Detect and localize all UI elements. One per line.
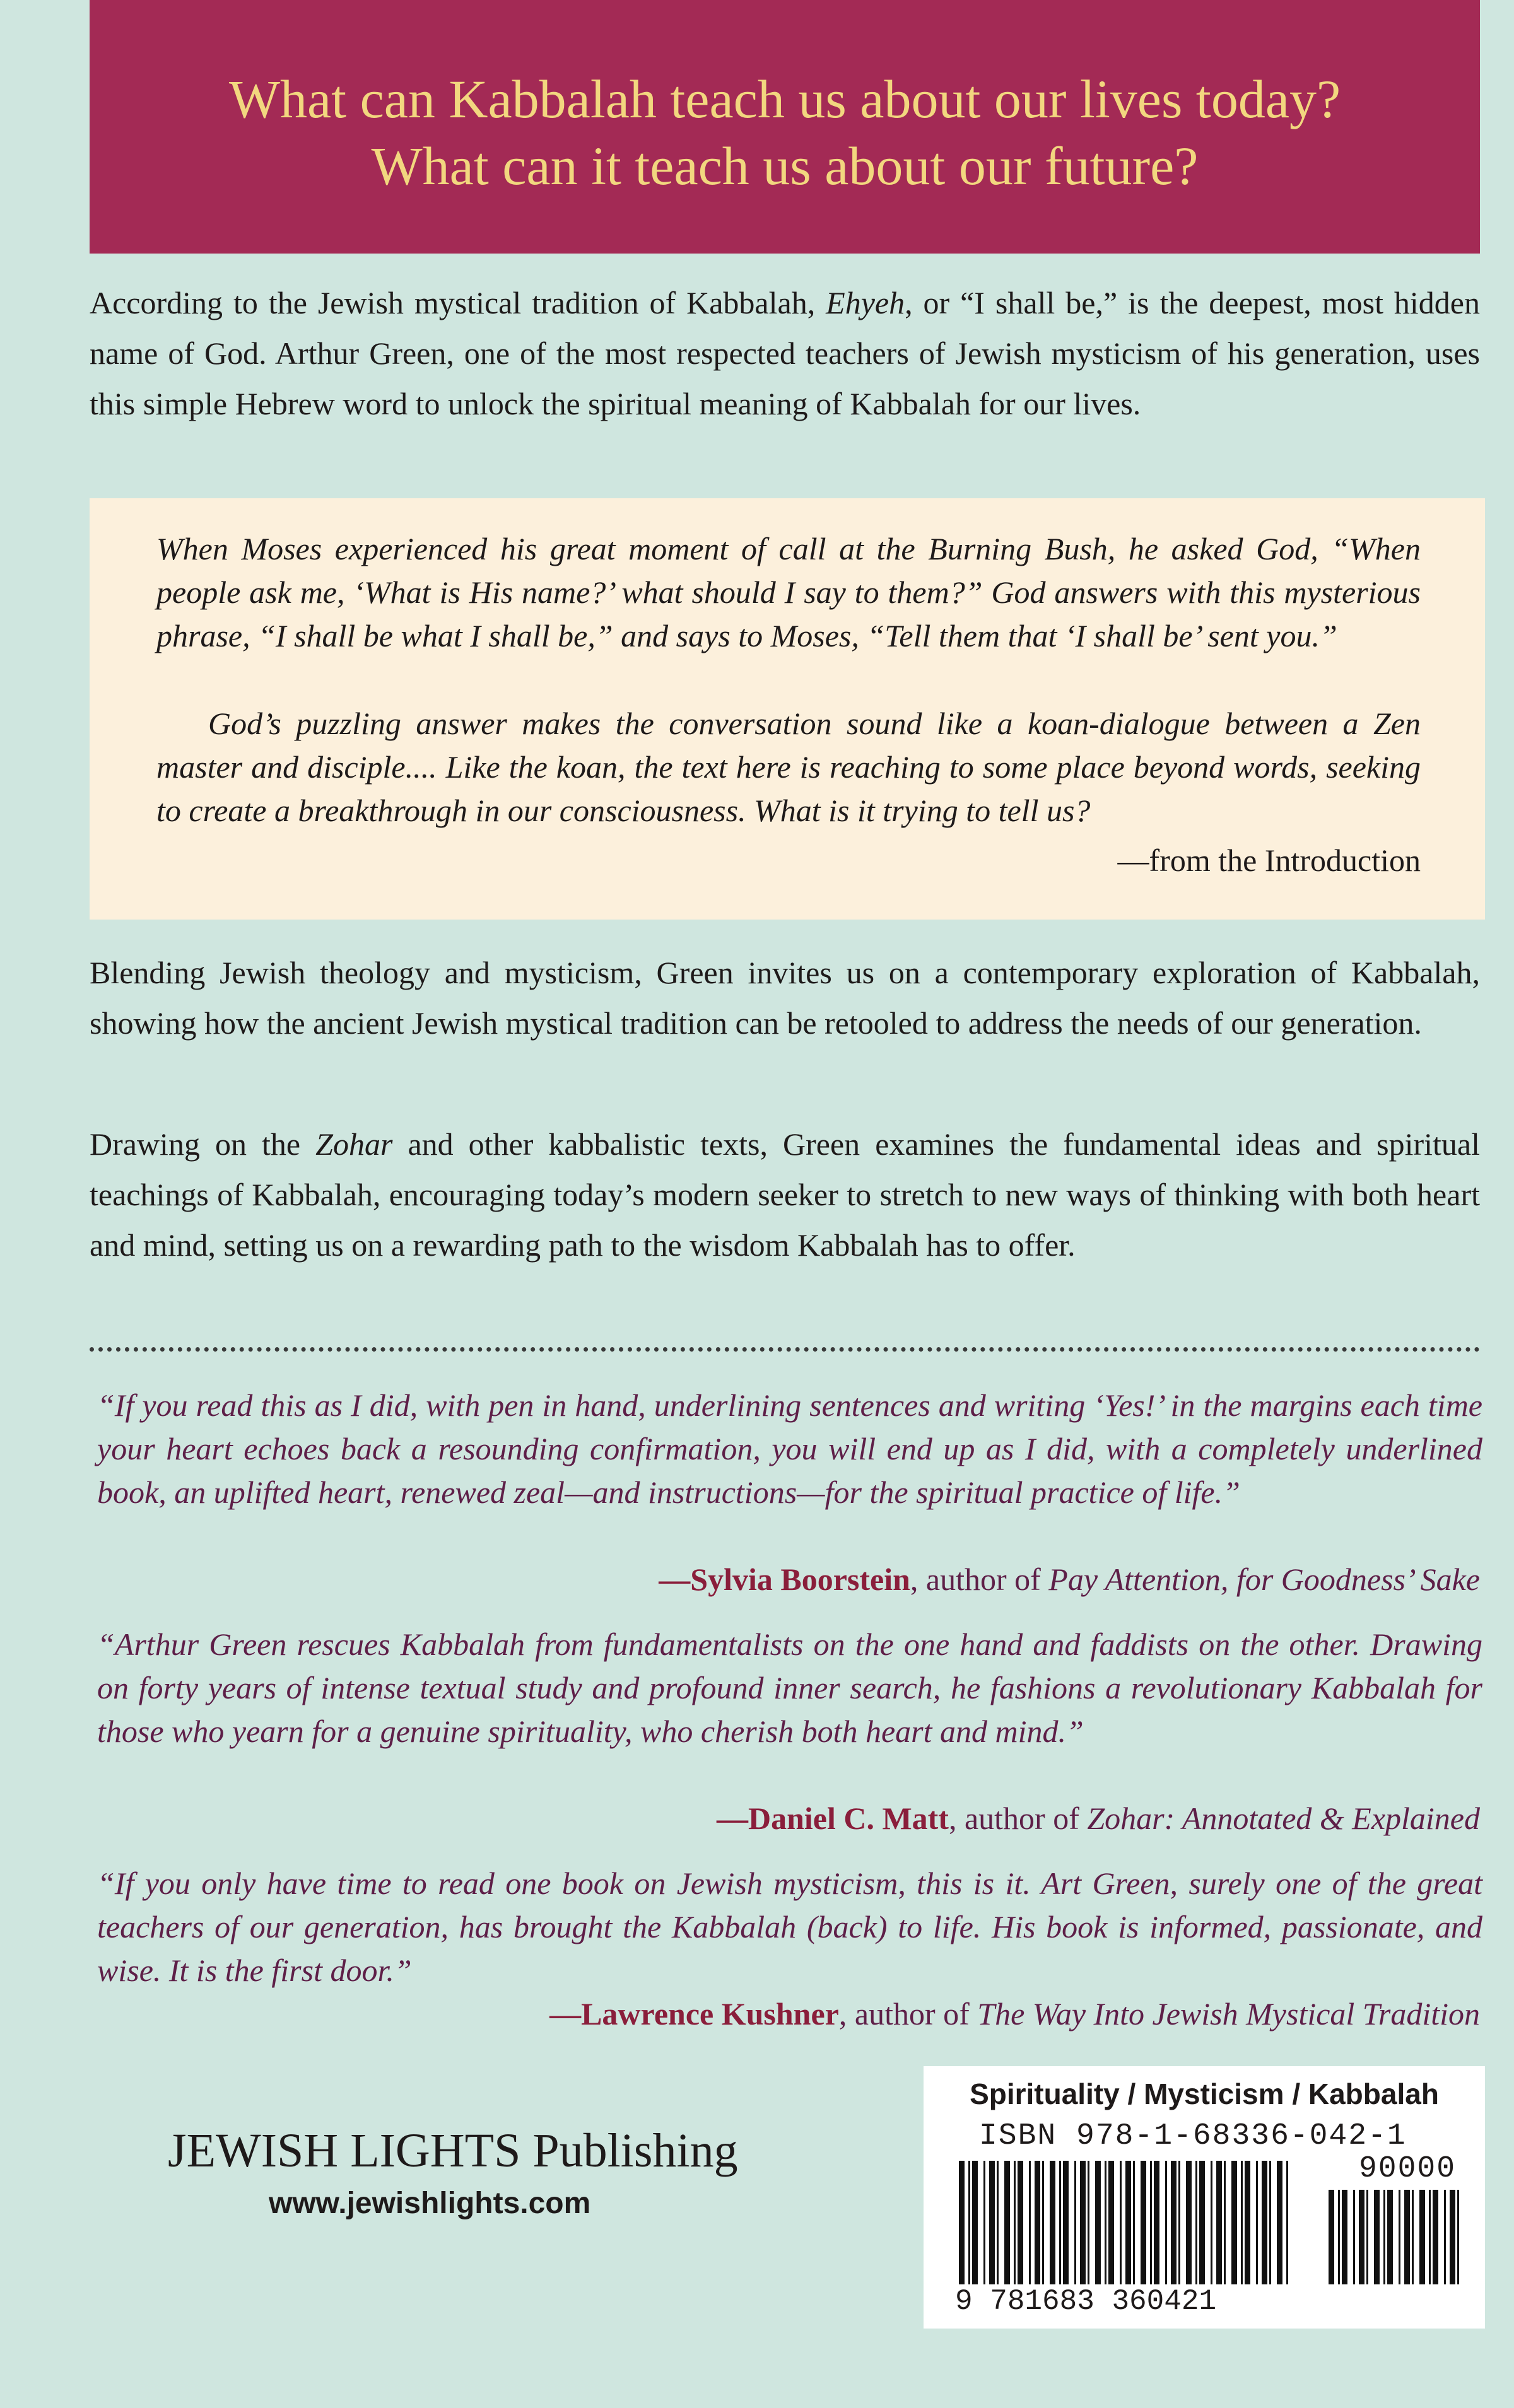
barcode-bar — [1095, 2161, 1101, 2284]
barcode-bar — [1199, 2161, 1205, 2284]
praise-attribution-2 — [717, 1797, 1480, 1840]
barcode-bar — [1359, 2190, 1364, 2284]
subject-category: Spirituality / Mysticism / Kabbalah — [970, 2078, 1439, 2110]
barcode-bar — [1366, 2190, 1368, 2284]
isbn-block — [924, 2066, 1485, 2329]
barcode-bar — [1150, 2161, 1152, 2284]
praise-quote-2: “Arthur Green rescues Kabbalah from fundamentalists on the one hand and faddists on the other. Drawing on forty years of intense textual study and profound inner search, he fashions a revolutionary Kabbalah for those who yearn for a genuine spirituality, who cherish both heart and mind.” — [97, 1627, 1482, 1749]
publisher-url: www.jewishlights.com — [269, 2187, 591, 2220]
praise-attribution-1 — [659, 1558, 1480, 1601]
barcode-bar — [989, 2161, 995, 2284]
barcode-bar — [1412, 2190, 1414, 2284]
barcode-bar — [1269, 2161, 1271, 2284]
barcode-bar — [1186, 2161, 1192, 2284]
intro-paragraph — [90, 278, 1480, 429]
barcode-bar — [1329, 2190, 1334, 2284]
praise-by-1: , author of — [910, 1562, 1049, 1597]
body-text-2: and other kabbalistic texts, Green examines the fundamental ideas and spiritual teachings of Kabbalah, encouraging today’s modern seeker to stretch to new ways of thinking with both heart and mind, setting us on a rewarding path to the wisdom Kabbalah has to offer. — [90, 1126, 1480, 1263]
zohar-title: Zohar — [315, 1126, 393, 1162]
isbn-number: ISBN 978-1-68336-042-1 — [979, 2119, 1407, 2153]
barcode-bar — [1105, 2161, 1106, 2284]
excerpt-source: —from the Introduction — [1117, 843, 1421, 878]
praise-author-3: —Lawrence Kushner — [549, 1996, 839, 2031]
barcode-bar — [1338, 2190, 1340, 2284]
barcode-bar — [1419, 2190, 1425, 2284]
barcode-bar — [1014, 2161, 1016, 2284]
praise-book-3: The Way Into Jewish Mystical Tradition — [977, 1996, 1480, 2031]
intro-ehyeh: Ehyeh — [826, 285, 905, 320]
barcode-bar — [1262, 2161, 1267, 2284]
banner-line-2: What can it teach us about our future? — [371, 136, 1199, 196]
publisher-name: JEWISH LIGHTS Publishing — [168, 2124, 738, 2177]
praise-by-2: , author of — [948, 1801, 1088, 1836]
barcode-bar — [1342, 2190, 1347, 2284]
barcode-bar — [1171, 2161, 1177, 2284]
barcode-bar — [1050, 2161, 1055, 2284]
barcode-bar — [1383, 2190, 1385, 2284]
price-addon-code: 90000 — [1359, 2152, 1457, 2186]
body-paragraph-1: Blending Jewish theology and mysticism, Green invites us on a contemporary exploration of Kabbalah, showing how the ancient Jewish mystical tradition can be retooled to address the needs of our generation. — [90, 955, 1480, 1041]
barcode-bar — [1216, 2161, 1222, 2284]
intro-text-1: According to the Jewish mystical tradition of Kabbalah, — [90, 285, 826, 320]
barcode-bar — [1035, 2161, 1040, 2284]
barcode-bar — [1195, 2161, 1197, 2284]
praise-quote-3: “If you only have time to read one book on Jewish mysticism, this is it. Art Green, surely one of the great teachers of our generation, has brought the Kabbalah (back) to life. His book is informed, passionate, and wise. It is the first door.” — [97, 1866, 1482, 1988]
barcode-bar — [1080, 2161, 1086, 2284]
barcode-bar — [1457, 2190, 1459, 2284]
barcode-bar — [1125, 2161, 1131, 2284]
ean-digits: 9 781683 360421 — [955, 2285, 1217, 2318]
praise-author-2: —Daniel C. Matt — [716, 1801, 949, 1836]
excerpt-paragraph-2: God’s puzzling answer makes the conversation sound like a koan-dialogue between a Zen master and disciple.... Like the koan, the text here is reaching to some place beyond words, seeking to create a breakthrough in our consciousness. What is it trying to tell us? — [156, 706, 1421, 828]
excerpt-paragraph-1: When Moses experienced his great moment of call at the Burning Bush, he asked God, “When people ask me, ‘What is His name?’ what should I say to them?” God answers with this mysterious phrase, “I shall be what I shall be,” and says to Moses, “Tell them that ‘I shall be’ sent you.” — [156, 531, 1421, 653]
barcode-bar — [1088, 2161, 1089, 2284]
barcode-bar — [983, 2161, 985, 2284]
main-barcode-bars — [959, 2161, 1288, 2284]
barcode-bar — [1429, 2190, 1431, 2284]
barcode-bar — [1133, 2161, 1135, 2284]
barcode-bar — [1029, 2161, 1031, 2284]
barcode-bar — [1241, 2161, 1243, 2284]
barcode-bar — [1286, 2161, 1288, 2284]
barcode-bar — [1399, 2190, 1400, 2284]
barcode-bar — [1165, 2161, 1167, 2284]
barcode-bar — [959, 2161, 965, 2284]
praise-book-2: Zohar: Annotated & Explained — [1087, 1801, 1480, 1836]
title-banner — [90, 0, 1480, 254]
barcode-bar — [1387, 2190, 1393, 2284]
intro-text-2: , or “I shall be,” is the deepest, most hidden name of God. Arthur Green, one of the most respected teachers of Jewish mysticism of his generation, uses this simple Hebrew word to unlock the spiritual meaning of Kabbalah for our lives. — [90, 285, 1481, 421]
praise-attribution-3 — [549, 1992, 1480, 2036]
praise-book-1: Pay Attention, for Goodness’ Sake — [1048, 1562, 1480, 1597]
barcode-bar — [1433, 2190, 1438, 2284]
barcode-bar — [1404, 2190, 1410, 2284]
barcode-bar — [1063, 2161, 1069, 2284]
praise-author-1: —Sylvia Boorstein — [659, 1562, 910, 1597]
barcode-bar — [1211, 2161, 1212, 2284]
barcode-bar — [1245, 2161, 1250, 2284]
barcode-bar — [1374, 2190, 1380, 2284]
barcode-bar — [1042, 2161, 1044, 2284]
barcode-bar — [1154, 2161, 1159, 2284]
barcode-bar — [1224, 2161, 1226, 2284]
barcode-bar — [1018, 2161, 1023, 2284]
praise-by-3: , author of — [838, 1996, 978, 2031]
body-text-1: Drawing on the — [90, 1126, 316, 1162]
barcode-bar — [997, 2161, 999, 2284]
dotted-divider — [90, 1347, 1480, 1352]
barcode-bar — [1444, 2190, 1446, 2284]
barcode-bar — [1231, 2161, 1237, 2284]
barcode-bar — [1074, 2161, 1076, 2284]
praise-quote-1: “If you read this as I did, with pen in hand, underlining sentences and writing ‘Yes!’ in the margins each time your heart echoes back a resounding confirmation, you will end up as I did, with a completely underlined book, an uplifted heart, renewed zeal—and instructions—for the spiritual practice of life.” — [97, 1388, 1482, 1510]
banner-line-1: What can Kabbalah teach us about our lives today? — [228, 69, 1341, 129]
barcode-bar — [972, 2161, 978, 2284]
body-paragraph-2 — [90, 1119, 1480, 1270]
barcode-bar — [1004, 2161, 1010, 2284]
addon-barcode-bars — [1329, 2190, 1459, 2284]
barcode-bar — [1141, 2161, 1146, 2284]
barcode-bar — [1256, 2161, 1258, 2284]
barcode-bar — [1108, 2161, 1114, 2284]
barcode-bar — [968, 2161, 970, 2284]
barcode-bar — [1277, 2161, 1282, 2284]
barcode-bar — [1178, 2161, 1180, 2284]
barcode-bar — [1120, 2161, 1122, 2284]
barcode-bar — [1059, 2161, 1061, 2284]
barcode-bar — [1353, 2190, 1355, 2284]
barcode-bar — [1450, 2190, 1455, 2284]
